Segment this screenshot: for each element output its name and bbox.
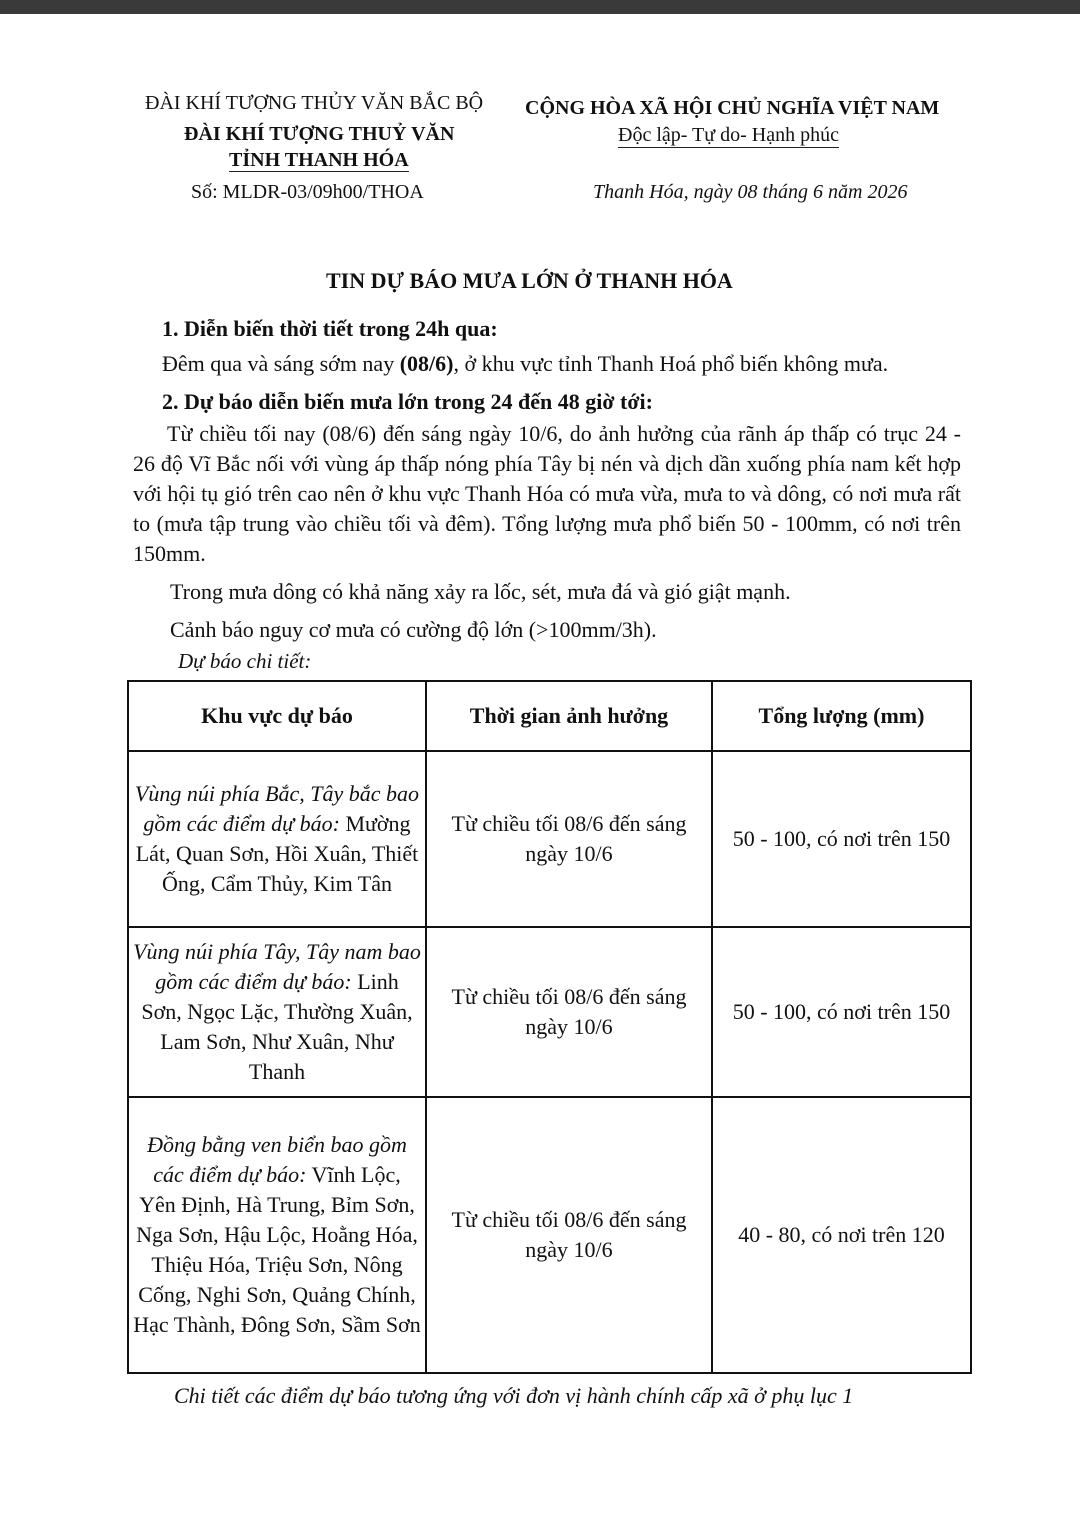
area-lead: Vùng núi phía Tây, Tây nam bao gồm các điểm dự báo: <box>133 939 421 994</box>
agency-name-line2: TỈNH THANH HÓA <box>229 149 409 171</box>
area-lead: Đồng bằng ven biển bao gồm các điểm dự báo: <box>147 1132 407 1187</box>
section1-date: (08/6) <box>399 351 454 376</box>
section1-text <box>162 351 888 377</box>
area-cell <box>128 927 426 1097</box>
area-cell <box>128 1097 426 1373</box>
footnote: Chi tiết các điểm dự báo tương ứng với đơn vị hành chính cấp xã ở phụ lục 1 <box>174 1383 854 1408</box>
time-cell: Từ chiều tối 08/6 đến sáng ngày 10/6 <box>426 927 712 1097</box>
header-amount: Tổng lượng (mm) <box>712 681 971 751</box>
table-row <box>128 927 971 1097</box>
window-top-bar <box>0 0 1080 14</box>
amount-cell: 50 - 100, có nơi trên 150 <box>712 751 971 927</box>
place-date: Thanh Hóa, ngày 08 tháng 6 năm 2026 <box>593 181 908 203</box>
area-list: Vĩnh Lộc, Yên Định, Hà Trung, Bỉm Sơn, Nga Sơn, Hậu Lộc, Hoằng Hóa, Thiệu Hóa, Triệu Sơn, Nông Cống, Nghi Sơn, Quảng Chính, Hạc Thành, Đông Sơn, Sầm Sơn <box>133 1162 421 1337</box>
table-header-row <box>128 681 971 751</box>
document-number: Số: MLDR-03/09h00/THOA <box>191 181 424 203</box>
area-list: Linh Sơn, Ngọc Lặc, Thường Xuân, Lam Sơn, Như Xuân, Như Thanh <box>141 969 413 1084</box>
section1-heading: 1. Diễn biến thời tiết trong 24h qua: <box>162 316 498 341</box>
area-list: Mường Lát, Quan Sơn, Hồi Xuân, Thiết Ống, Cẩm Thủy, Kim Tân <box>135 811 419 896</box>
warning-intensity: Cảnh báo nguy cơ mưa có cường độ lớn (>100mm/3h). <box>170 617 657 642</box>
agency-parent: ĐÀI KHÍ TƯỢNG THỦY VĂN BẮC BỘ <box>145 92 484 114</box>
agency-name-line1: ĐÀI KHÍ TƯỢNG THUỶ VĂN <box>184 123 455 145</box>
forecast-table <box>127 680 972 1374</box>
section2-paragraph: Từ chiều tối nay (08/6) đến sáng ngày 10/6, do ảnh hưởng của rãnh áp thấp có trục 24 - 26 độ Vĩ Bắc nối với vùng áp thấp nóng phía Tây bị nén và dịch dần xuống phía nam kết hợp với hội tụ gió trên cao nên ở khu vực Thanh Hóa có mưa vừa, mưa to và dông, có nơi mưa rất to (mưa tập trung vào chiều tối và đêm). Tổng lượng mưa phổ biến 50 - 100mm, có nơi trên 150mm. <box>133 421 961 566</box>
table-row <box>128 1097 971 1373</box>
nation-title: CỘNG HÒA XÃ HỘI CHỦ NGHĨA VIỆT NAM <box>525 97 940 119</box>
header-area: Khu vực dự báo <box>128 681 426 751</box>
amount-cell: 40 - 80, có nơi trên 120 <box>712 1097 971 1373</box>
table-row <box>128 751 971 927</box>
section2-heading: 2. Dự báo diễn biến mưa lớn trong 24 đến 48 giờ tới: <box>162 389 653 414</box>
area-lead: Vùng núi phía Bắc, Tây bắc bao gồm các điểm dự báo: <box>134 781 420 836</box>
time-cell: Từ chiều tối 08/6 đến sáng ngày 10/6 <box>426 1097 712 1373</box>
area-cell <box>128 751 426 927</box>
warning-thunderstorm: Trong mưa dông có khả năng xảy ra lốc, sét, mưa đá và gió giật mạnh. <box>170 579 791 604</box>
section1-text-after: , ở khu vực tỉnh Thanh Hoá phổ biến không mưa. <box>453 351 889 376</box>
header-time: Thời gian ảnh hưởng <box>426 681 712 751</box>
nation-motto: Độc lập- Tự do- Hạnh phúc <box>618 124 839 146</box>
detail-label: Dự báo chi tiết: <box>178 649 312 673</box>
document-title: TIN DỰ BÁO MƯA LỚN Ở THANH HÓA <box>326 268 733 293</box>
section1-text-before: Đêm qua và sáng sớm nay <box>162 351 400 376</box>
time-cell: Từ chiều tối 08/6 đến sáng ngày 10/6 <box>426 751 712 927</box>
amount-cell: 50 - 100, có nơi trên 150 <box>712 927 971 1097</box>
